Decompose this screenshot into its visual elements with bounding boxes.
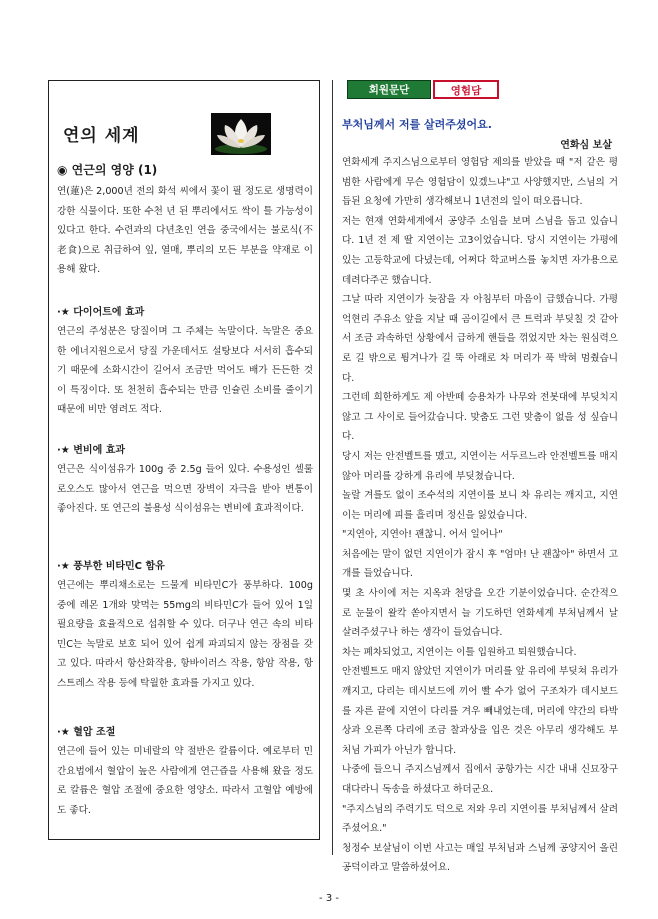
story-paragraph: 그런데 희한하게도 제 아반떼 승용차가 나무와 전봇대에 부딪치지 않고 그 사이로 들어갔습니다. 맞춤도 그런 맞춤이 없을 성 싶습니다. — [342, 392, 618, 443]
story-paragraph: 놀랄 겨를도 없이 조수석의 지연이를 보니 차 유리는 깨지고, 지연이는 머리에 피를 흘리며 정신을 잃었습니다. — [342, 490, 618, 521]
topic-tag: 영험담 — [433, 80, 499, 99]
story-paragraph: 그날 따라 지연이가 늦잠을 자 아침부터 마음이 급했습니다. 가평 억현리 주유소 앞을 지날 때 곰이길에서 큰 트럭과 부딪칠 것 같아서 조금 과속하던 상황에서 급하게 핸들을 꺾었지만 차는 원심력으로 길 밖으로 튕겨나가 길 뚝 아래로 차 머리가 푹 박혀 멈췄습니다. — [342, 294, 618, 384]
lotus-world-box — [48, 80, 320, 840]
category-tag: 회원문단 — [347, 80, 431, 99]
intro-paragraph: 연(蓮)은 2,000년 전의 화석 씨에서 꽃이 필 정도로 생명력이 강한 식물이다. 또한 수천 년 된 뿌리에서도 싹이 틀 가능성이 있다고 한다. 수련과의 다년초인 연을 중국에서는 불로식(不老食)으로 취급하여 잎, 열매, 뿌리의 모든 부분을 약재로 이용해 왔다. — [57, 186, 313, 276]
section-constipation — [57, 441, 313, 519]
story-paragraph: 저는 현재 연화세계에서 공양주 소임을 보며 스님을 돕고 있습니다. 1년 전 제 딸 지연이는 고3이었습니다. 당시 지연이는 가평에 있는 고등학교에 다녔는데, 어쩌다 학교버스를 놓치면 자가용으로 데려다주곤 했습니다. — [342, 215, 618, 286]
lotus-flower-icon — [211, 113, 271, 155]
page-number: - 3 - — [319, 893, 339, 904]
story-paragraph: "주지스님의 주력기도 덕으로 저와 우리 지연이를 부처님께서 살려주셨어요." — [342, 803, 618, 835]
section-title: 연의 세계 — [63, 126, 140, 146]
story-paragraph: "지연아, 지연아! 괜찮니. 어서 일어나" — [342, 529, 503, 541]
section-diet — [57, 303, 313, 420]
story-paragraph: 몇 초 사이에 저는 지옥과 천당을 오간 기분이었습니다. 순간적으로 눈물이 왈칵 쏟아지면서 늘 기도하던 연화세계 부처님께서 날 살려주셨구나 하는 생각이 들었습니다. — [342, 588, 618, 639]
section-heading: ·★ 혈압 조절 — [57, 727, 116, 738]
section-text: 연근은 식이섬유가 100g 중 2.5g 들어 있다. 수용성인 셀룰로오스도 많아서 연근을 먹으면 장벽이 자극을 받아 변통이 좋아진다. 또 연근의 불용성 식이섬유는 변비에 효과적이다. — [57, 464, 313, 515]
subtitle: ◉ 연근의 영양 (1) — [57, 163, 158, 177]
story-paragraph: 당시 저는 안전벨트를 맸고, 지연이는 서두르느라 안전벨트를 매지 않아 머리를 강하게 유리에 부딪쳤습니다. — [342, 450, 618, 482]
section-heading: ·★ 변비에 효과 — [57, 445, 126, 456]
section-text: 연근에 들어 있는 미네랄의 약 절반은 칼륨이다. 예로부터 민간요법에서 혈압이 높은 사람에게 연근즙을 사용해 왔을 정도로 칼륨은 혈압 조절에 중요한 영양소. 따라서 고혈압 예방에도 좋다. — [57, 746, 313, 816]
section-text: 연근에는 뿌리채소로는 드물게 비타민C가 풍부하다. 100g 중에 레몬 1개와 맞먹는 55mg의 비타민C가 들어 있어 1일 필요량을 효율적으로 섭취할 수 있다. 더구나 연근 속의 비타민C는 녹말로 보호 되어 있어 쉽게 파괴되지 않는 장점을 갖고 있다. 따라서 항산화작용, 항바이러스 작용, 항암 작용, 항스트레스 작용 등에 탁월한 효과를 가지고 있다. — [57, 580, 313, 689]
section-vitamin-c — [57, 557, 313, 694]
story-paragraph: 안전벨트도 매지 않았던 지연이가 머리를 앞 유리에 부딪쳐 유리가 깨지고, 다리는 데시보드에 끼어 빨 수가 없어 구조차가 데시보드를 자른 끝에 지연이 다리를 겨우 빼내었는데, 머리에 약간의 타박상과 오른쪽 다리에 조금 찰과상을 입은 것은 아무리 생각해도 부처님 가피가 아닌가 합니다. — [342, 666, 618, 756]
story-paragraph: 청정수 보살님이 이번 사고는 매일 부처님과 스님께 공양지어 올린 공덕이라고 말씀하셨어요. — [342, 842, 618, 874]
section-text: 연근의 주성분은 당질이며 그 주체는 녹말이다. 녹말은 중요한 에너지원으로서 당질 가운데서도 설탕보다 서서히 흡수되기 때문에 소화시간이 길어서 조금만 먹어도 배가 든든한 것이 특징이다. 또 천천히 흡수되는 만큼 인슐린 소비를 줄이기 때문에 비만 염려도 적다. — [57, 326, 313, 416]
story-title: 부처님께서 저를 살려주셨어요. — [342, 118, 492, 131]
story-paragraph: 연화세계 주지스님으로부터 영험담 제의를 받았을 때 "저 같은 평범한 사람에게 무슨 영험담이 있겠느냐"고 사양했지만, 스님의 거듭된 요청에 가만히 생각해보니 1년전의 일이 떠오릅니다. — [342, 157, 618, 208]
section-heading: ·★ 풍부한 비타민C 함유 — [57, 561, 165, 572]
story-paragraph: 나중에 들으니 주지스님께서 집에서 공항가는 시간 내내 신묘장구대다라니 독송을 하셨다고 하더군요. — [342, 764, 618, 795]
story-author: 연화심 보살 — [560, 140, 612, 151]
story-body — [342, 153, 618, 878]
title-row — [63, 113, 313, 163]
section-heading: ·★ 다이어트에 효과 — [57, 307, 145, 318]
section-blood-pressure — [57, 723, 313, 820]
story-paragraph: 처음에는 말이 없던 지연이가 잠시 후 "엄마! 난 괜찮아" 하면서 고개를 들었습니다. — [342, 548, 618, 580]
column-divider — [332, 80, 333, 855]
story-paragraph: 차는 폐차되었고, 지연이는 이틀 입원하고 퇴원했습니다. — [342, 646, 577, 658]
